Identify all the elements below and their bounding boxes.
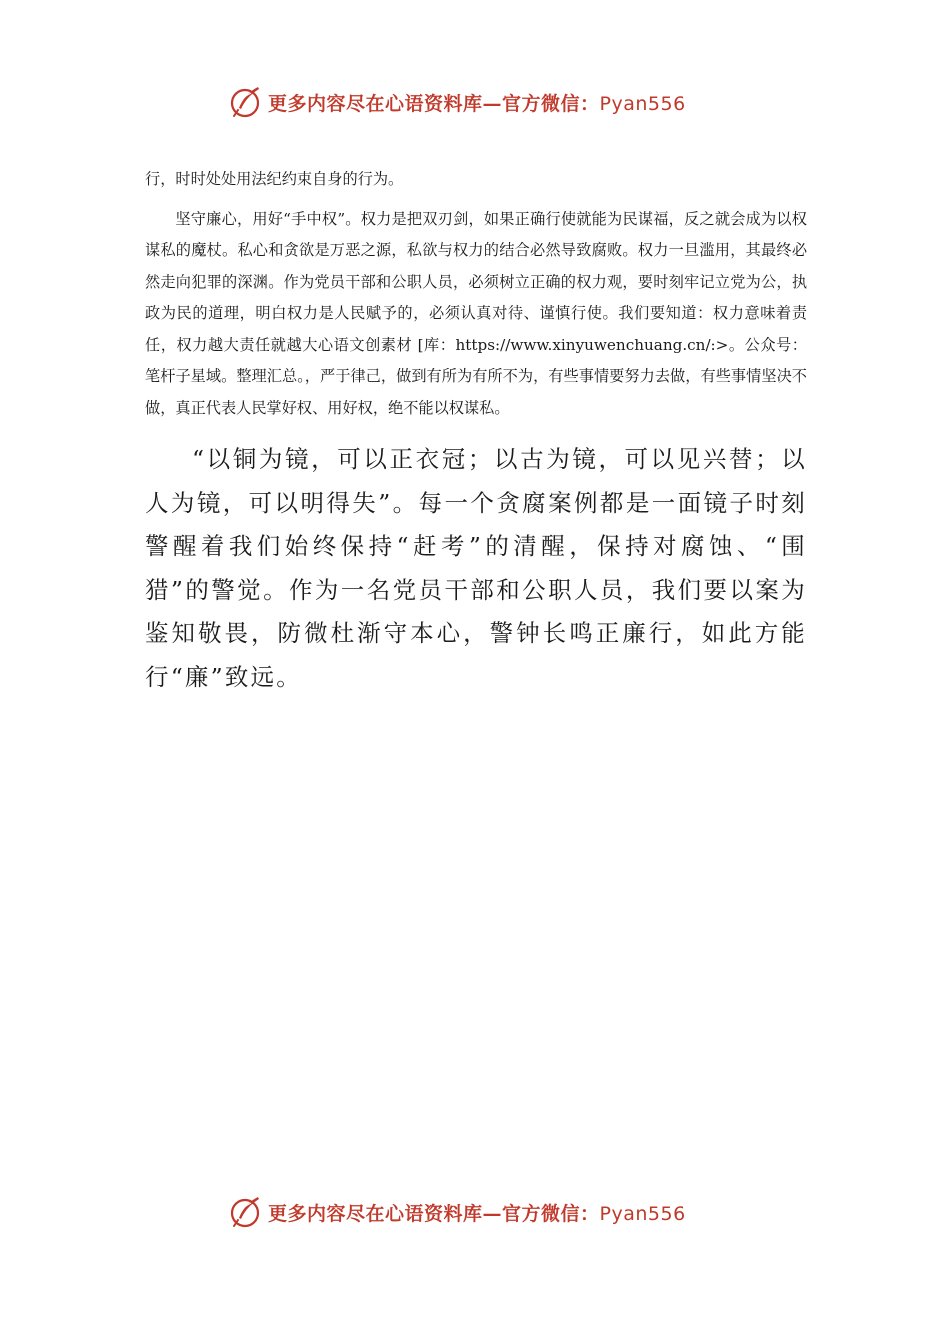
banner-title: 更多内容尽在心语资料库—官方微信：Pyan556 bbox=[268, 1202, 686, 1225]
paragraph-1: 行，时时处处用法纪约束自身的行为。 bbox=[145, 170, 404, 188]
banner-wechat-id: Pyan556 bbox=[599, 92, 686, 115]
footer-banner bbox=[228, 1192, 728, 1232]
banner-wechat-id: Pyan556 bbox=[599, 1202, 686, 1225]
document-body bbox=[145, 164, 807, 699]
quill-logo-icon bbox=[228, 84, 264, 120]
quill-logo-icon bbox=[228, 1194, 264, 1230]
banner-title: 更多内容尽在心语资料库—官方微信：Pyan556 bbox=[268, 92, 686, 115]
paragraph-2: 坚守廉心，用好“手中权”。权力是把双刃剑，如果正确行使就能为民谋福，反之就会成为以权谋私的魔杖。私心和贪欲是万恶之源，私欲与权力的结合必然导致腐败。权力一旦滥用，其最终必然走向犯罪的深渊。作为党员干部和公职人员，必须树立正确的权力观，要时刻牢记立党为公，执政为民的道理，明白权力是人民赋予的，必须认真对待、谨慎行使。我们要知道：权力意味着责任，权力越大责任就越大心语文创素材 [库：https://www.xinyuwenchuang.cn/:>。公众号：笔杆子星域。整理汇总。，严于律己，做到有所为有所不为，有些事情要努力去做，有些事情坚决不做，真正代表人民掌好权、用好权，绝不能以权谋私。 bbox=[145, 209, 807, 417]
paragraph-3: “以铜为镜，可以正衣冠；以古为镜，可以见兴替；以人为镜，可以明得失”。每一个贪腐案例都是一面镜子时刻警醒着我们始终保持“赶考”的清醒，保持对腐蚀、“围猎”的警觉。作为一名党员干部和公职人员，我们要以案为鉴知敬畏，防微杜渐守本心，警钟长鸣正廉行，如此方能行“廉”致远。 bbox=[145, 445, 807, 691]
header-banner bbox=[228, 82, 728, 122]
